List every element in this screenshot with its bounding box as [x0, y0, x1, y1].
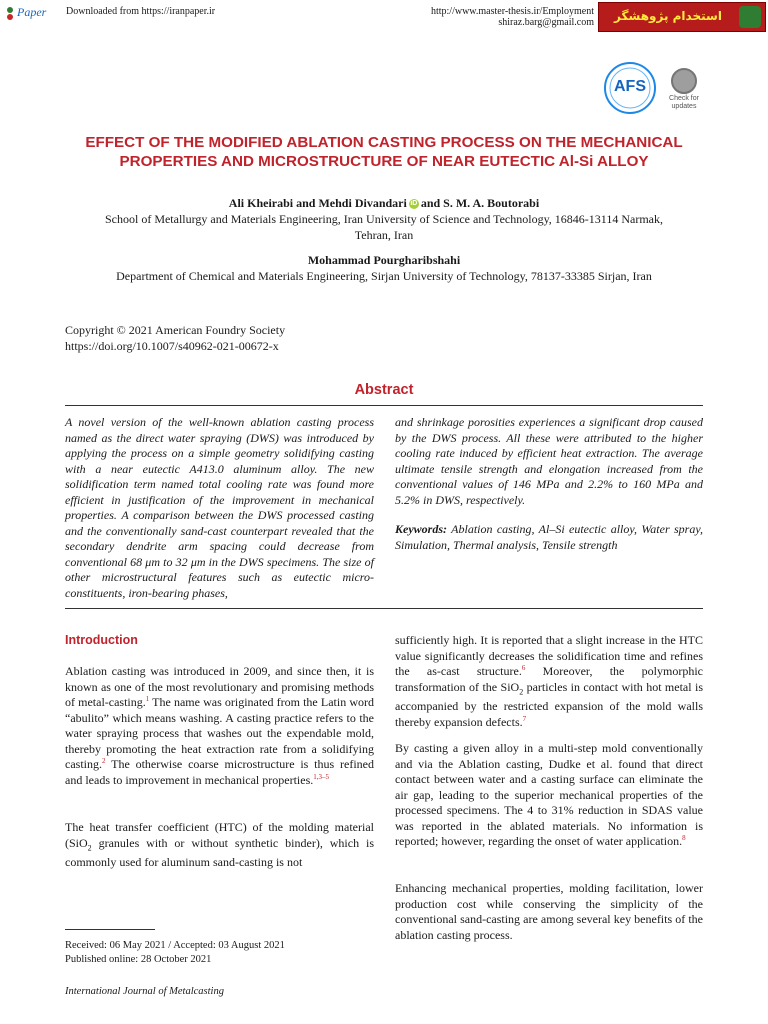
abstract-left-column: A novel version of the well-known ablation casting process named as the direct water spraying (DWS) was introduced by applying the process on a simple geometry solidifying casting with a near eutectic A413.0 aluminum alloy. The new solidification term named total cooling rate was found more efficient in justification of the improvement in mechanical properties. A comparison between the DWS processed casting and the conventionally sand-cast counterpart revealed that the secondary dendrite arm spacing could decrease from conventional 68 μm to 32 μm in the DWS specimens. The size of other microstructural features such as eutectic micro-constituents, iron-bearing phases, — [65, 415, 374, 600]
abstract-heading: Abstract — [354, 382, 414, 398]
title-line-2: PROPERTIES AND MICROSTRUCTURE OF NEAR EUTECTIC Al-Si ALLOY — [119, 153, 649, 170]
keywords — [395, 522, 703, 553]
download-source-text: Downloaded from https://iranpaper.ir — [66, 6, 216, 17]
authors-part-1: Ali Kheirabi and Mehdi Divandari — [228, 196, 407, 210]
p1-text-c: The otherwise coarse microstructure is thus refined and leads to improvement in mechanical properties. — [65, 757, 374, 787]
citation-1-3-5[interactable]: 1,3–5 — [313, 772, 329, 781]
svg-text:Paper: Paper — [17, 5, 47, 19]
p2-subscript: 2 — [87, 842, 92, 852]
received-accepted: Received: 06 May 2021 / Accepted: 03 August 2021 — [65, 940, 285, 951]
update-icon — [671, 68, 697, 94]
check-for-updates-button[interactable] — [664, 68, 704, 110]
check-updates-label: Check for updates — [669, 95, 699, 110]
affiliation-1-line-1: School of Metallurgy and Materials Engineering, Iran University of Science and Technology, 16846-13114 Narmak, — [104, 212, 664, 226]
copyright: Copyright © 2021 American Foundry Society — [65, 323, 286, 337]
p4-text-a: By casting a given alloy in a multi-step mold conventionally and via the Ablation casting, Dudke et al. found that direct contact between water and a casting surface can eliminate the air gap, leading to the superior mechanical properties of the processed specimens. The 4 to 31% reduction in SDAS value was reported in the ablated materials. No information is reported; however, regarding the onset of water application. — [395, 741, 703, 848]
introduction-heading: Introduction — [65, 633, 138, 647]
recruitment-banner[interactable] — [598, 2, 766, 32]
banner-text: استخدام پژوهشگر — [614, 9, 722, 23]
affiliation-1-line-2: Tehran, Iran — [354, 228, 414, 242]
published-online: Published online: 28 October 2021 — [65, 954, 212, 965]
intro-paragraph-5: Enhancing mechanical properties, molding facilitation, lower production cost while conserving the simplicity of the conventional sand-casting are among several key benefits of the ablation casting process. — [395, 881, 703, 942]
afs-logo — [600, 60, 660, 116]
keywords-list: Ablation casting, Al–Si eutectic alloy, Water spray, Simulation, Thermal analysis, Tensile strength — [395, 522, 703, 552]
p1-text-a: Ablation casting was introduced in 2009, and since then, it is known as one of the most revolutionary and promising methods of metal-casting. — [65, 664, 374, 709]
footnote-rule — [65, 929, 155, 930]
citation-7[interactable]: 7 — [522, 714, 527, 723]
iranpaper-logo — [4, 2, 60, 24]
citation-8[interactable]: 8 — [682, 834, 686, 842]
citation-6[interactable]: 6 — [521, 664, 526, 672]
afs-label: AFS — [614, 78, 646, 95]
doi-link[interactable]: https://doi.org/10.1007/s40962-021-00672-x — [65, 339, 279, 353]
author-2: Mohammad Pourgharibshahi — [307, 253, 461, 267]
p3-text-a: sufficiently high. It is reported that a slight increase in the HTC value significantly decreases the solidification time and refines the as-cast structure. — [395, 633, 703, 678]
citation-2[interactable]: 2 — [102, 757, 106, 765]
authors — [50, 195, 718, 211]
p3-text-c: particles in contact with hot metal is accompanied by the restricted expansion of the mold walls thereby expansion defects. — [395, 679, 703, 729]
p2-text-a: The heat transfer coefficient (HTC) of the molding material (SiO — [65, 820, 374, 850]
journal-name: International Journal of Metalcasting — [65, 986, 224, 997]
intro-paragraph-4 — [395, 741, 703, 850]
intro-paragraph-3 — [395, 633, 703, 730]
abstract-top-rule — [65, 405, 703, 406]
title-line-1: EFFECT OF THE MODIFIED ABLATION CASTING PROCESS ON THE MECHANICAL — [85, 134, 683, 151]
citation-1[interactable]: 1 — [145, 695, 150, 703]
authors-part-2: and S. M. A. Boutorabi — [420, 196, 540, 210]
p3-subscript: 2 — [519, 686, 524, 696]
orcid-icon[interactable]: iD — [410, 200, 418, 208]
p3-text-b: Moreover, the polymorphic transformation of the SiO — [395, 664, 703, 694]
abstract-right-column: and shrinkage porosities experiences a significant drop caused by the DWS process. All these were attributed to the higher cooling rate induced by efficient heat extraction. The average ultimate tensile strength and elongation increased from the conventional values of 146 MPa and 2.2% to 160 MPa and 5.2% in DWS, respectively. — [395, 415, 703, 507]
affiliation-2: Department of Chemical and Materials Engineering, Sirjan University of Technology, 78137-33385 Sirjan, Iran — [116, 269, 652, 283]
paper-title — [40, 133, 728, 171]
banner-leaf-icon — [739, 6, 761, 28]
header-email[interactable]: shiraz.barg@gmail.com — [498, 17, 594, 28]
keywords-label: Keywords: — [395, 522, 447, 536]
intro-paragraph-2 — [65, 820, 374, 871]
intro-paragraph-1 — [65, 664, 374, 788]
p1-text-b: The name was originated from the Latin word “abulito” which means washing. A casting practice refers to the water spraying process that washes out the expendable mold, thereby promoting the heat extraction rate from a solidifying casting. — [65, 695, 374, 771]
p2-text-b: granules with or without synthetic binder), which is commonly used for aluminum sand-casting is not — [65, 835, 374, 870]
paper-logo-icon — [4, 2, 60, 24]
abstract-bottom-rule — [65, 608, 703, 609]
header-url[interactable]: http://www.master-thesis.ir/Employment — [430, 6, 594, 17]
